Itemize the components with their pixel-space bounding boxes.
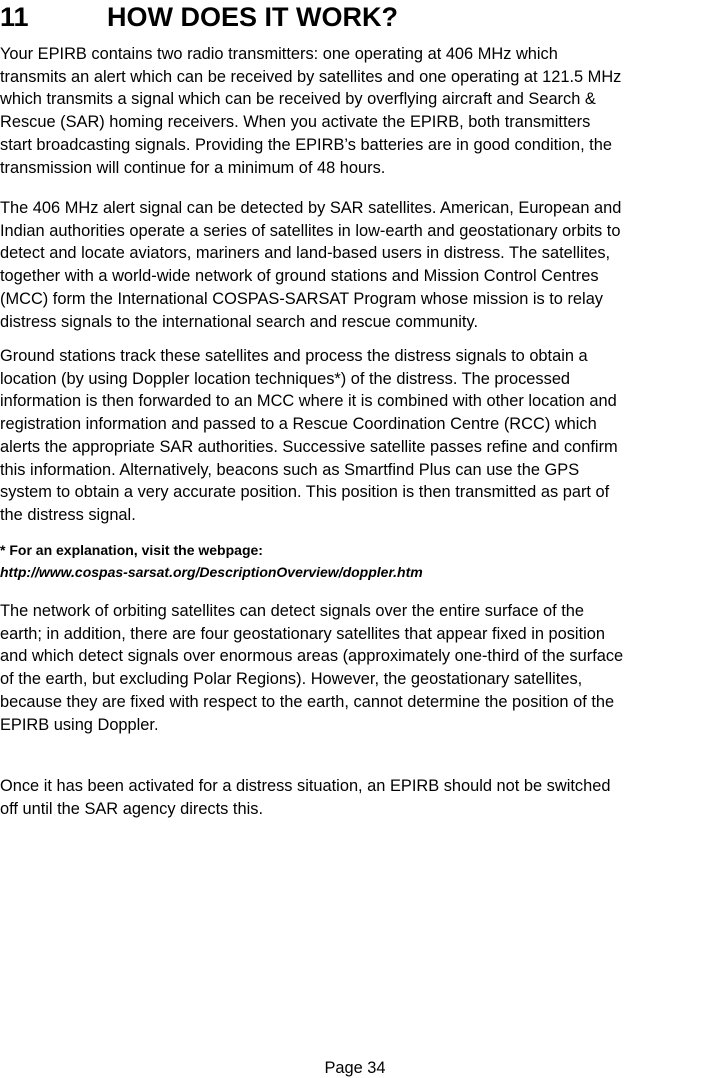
text-line: transmits an alert which can be received by satellites and one operating at 121.5 MHz — [0, 67, 622, 86]
text-line: Rescue (SAR) homing receivers. When you activate the EPIRB, both transmitters — [0, 113, 591, 132]
text-line: Your EPIRB contains two radio transmitters: one operating at 406 MHz which — [0, 45, 558, 63]
section-number: 11 — [0, 2, 29, 32]
text-line: earth; in addition, there are four geostationary satellites that appear fixed in position — [0, 624, 606, 643]
text-line: start broadcasting signals. Providing the EPIRB’s batteries are in good condition, the — [0, 135, 612, 154]
paragraph-satellites — [0, 197, 710, 333]
text-line: registration information and passed to a Rescue Coordination Centre (RCC) which — [0, 415, 597, 434]
text-line: of the earth, but excluding Polar Regions). However, the geostationary satellites, — [0, 670, 583, 689]
text-line: alerts the appropriate SAR authorities. Successive satellite passes refine and confirm — [0, 437, 618, 456]
text-line: and which detect signals over enormous areas (approximately one-third of the surface — [0, 647, 624, 666]
text-line: Indian authorities operate a series of satellites in low-earth and geostationary orbits to — [0, 221, 621, 240]
text-line: (MCC) form the International COSPAS-SARSAT Program whose mission is to relay — [0, 289, 604, 308]
paragraph-orbiting-network — [0, 600, 710, 736]
text-line: because they are fixed with respect to the earth, cannot determine the position of the — [0, 692, 615, 711]
text-line: distress signals to the international search and rescue community. — [0, 312, 478, 331]
text-line: EPIRB using Doppler. — [0, 715, 159, 734]
paragraph-ground-stations — [0, 345, 710, 527]
footnote-label: * For an explanation, visit the webpage: — [0, 542, 263, 558]
text-line: Once it has been activated for a distress situation, an EPIRB should not be switched — [0, 777, 611, 795]
text-line: transmission will continue for a minimum of 48 hours. — [0, 158, 386, 177]
footnote — [0, 539, 423, 583]
text-line: detect and locate aviators, mariners and land-based users in distress. The satellites, — [0, 244, 611, 263]
text-line: system to obtain a very accurate position. This position is then transmitted as part of — [0, 483, 610, 502]
paragraph-deactivation — [0, 775, 710, 820]
text-line: this information. Alternatively, beacons such as Smartfind Plus can use the GPS — [0, 460, 580, 479]
footnote-url-link[interactable]: http://www.cospas-sarsat.org/DescriptionOverview/doppler.htm — [0, 564, 423, 580]
text-line: location (by using Doppler location techniques*) of the distress. The processed — [0, 369, 571, 388]
text-line: The 406 MHz alert signal can be detected by SAR satellites. American, European and — [0, 199, 622, 217]
page-number: Page 34 — [324, 1059, 386, 1077]
text-line: which transmits a signal which can be received by overflying aircraft and Search & — [0, 90, 596, 109]
section-heading — [0, 0, 398, 34]
paragraph-transmitters — [0, 43, 710, 179]
text-line: Ground stations track these satellites and process the distress signals to obtain a — [0, 347, 588, 365]
text-line: information is then forwarded to an MCC where it is combined with other location and — [0, 392, 617, 411]
text-line: the distress signal. — [0, 505, 136, 524]
text-line: The network of orbiting satellites can detect signals over the entire surface of the — [0, 602, 585, 620]
text-line: together with a world-wide network of ground stations and Mission Control Centres — [0, 267, 599, 286]
section-title: HOW DOES IT WORK? — [107, 2, 398, 32]
text-line: off until the SAR agency directs this. — [0, 799, 263, 818]
